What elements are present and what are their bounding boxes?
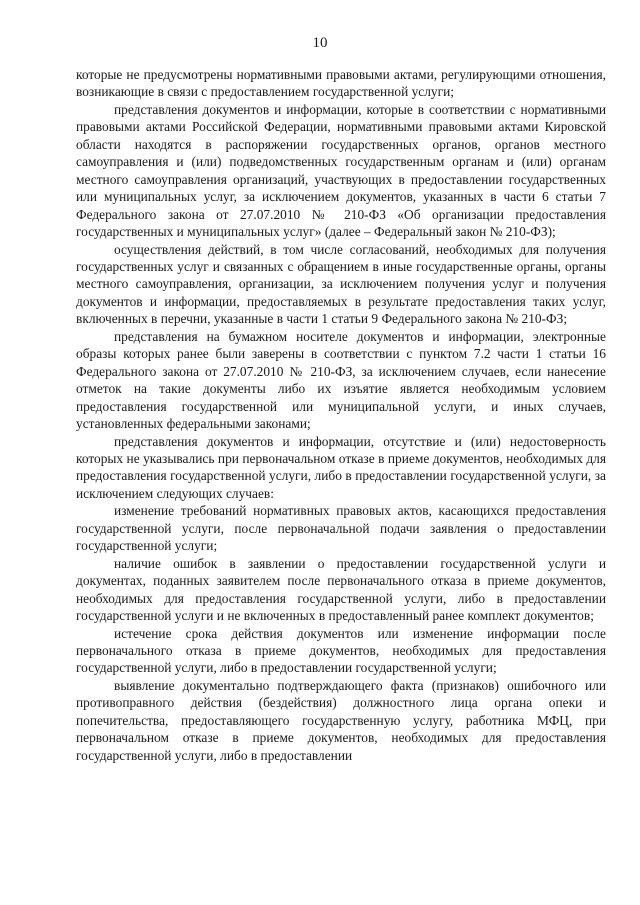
document-body xyxy=(76,66,606,764)
page-number: 10 xyxy=(312,35,328,51)
paragraph-2: представления документов и информации, которые в соответствии с нормативными правовыми актами Российской Федерации, нормативными правовыми актами Кировской области находятся в распоряжении государственных органов, органов местного самоуправления и (или) подведомственных государственным органам и (или) органам местного самоуправления организаций, участвующих в предоставлении государственных или муниципальных услуг, за исключением документов, указанных в части 6 статьи 7 Федерального закона от 27.07.2010 № 210-ФЗ «Об организации предоставления государственных и муниципальных услуг» (далее – Федеральный закон № 210-ФЗ); xyxy=(76,101,606,240)
paragraph-6: изменение требований нормативных правовых актов, касающихся предоставления государственной услуги, после первоначальной подачи заявления о предоставлении государственной услуги; xyxy=(76,503,606,554)
paragraph-3: осуществления действий, в том числе согласований, необходимых для получения государственных услуг и связанных с обращением в иные государственные органы, органы местного самоуправления, организации, за исключением получения услуг и получения документов и информации, предоставляемых в результате предоставления таких услуг, включенных в перечни, указанные в части 1 статьи 9 Федерального закона № 210-ФЗ; xyxy=(76,241,606,327)
paragraph-4: представления на бумажном носителе документов и информации, электронные образы которых ранее были заверены в соответствии с пунктом 7.2 части 1 статьи 16 Федерального закона от 27.07.2010 № 210-ФЗ, за исключением случаев, если нанесение отметок на такие документы либо их изъятие является необходимым условием предоставления государственной или муниципальной услуги, и иных случаев, установленных федеральными законами; xyxy=(76,328,606,432)
paragraph-5: представления документов и информации, отсутствие и (или) недостоверность которых не указывались при первоначальном отказе в приеме документов, необходимых для предоставления государственной услуги, либо в предоставлении государственной услуги, за исключением следующих случаев: xyxy=(76,433,606,501)
paragraph-1: которые не предусмотрены нормативными правовыми актами, регулирующими отношения, возникающие в связи с предоставлением государственной услуги; xyxy=(76,67,606,100)
paragraph-9: выявление документально подтверждающего факта (признаков) ошибочного или противоправного действия (бездействия) должностного лица органа опеки и попечительства, предоставляющего государственную услугу, работника МФЦ, при первоначальном отказе в приеме документов, необходимых для предоставления государственной услуги, либо в предоставлении xyxy=(76,677,606,763)
paragraph-8: истечение срока действия документов или изменение информации после первоначального отказа в приеме документов, необходимых для предоставления государственной услуги, либо в предоставлении государственной услуги; xyxy=(76,625,606,676)
paragraph-7: наличие ошибок в заявлении о предоставлении государственной услуги и документах, поданных заявителем после первоначального отказа в приеме документов, необходимых для предоставления государственной услуги, либо в предоставлении государственной услуги и не включенных в предоставленный ранее комплект документов; xyxy=(76,555,606,624)
